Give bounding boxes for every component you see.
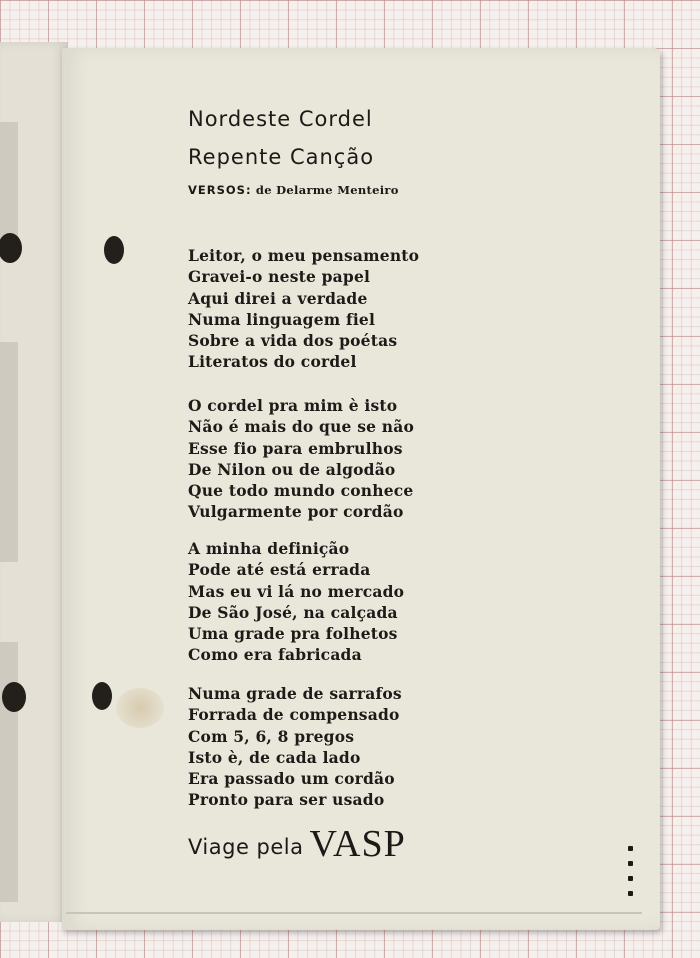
page-edge [66, 912, 642, 914]
verse-line: Literatos do cordel [188, 352, 357, 372]
verse-line: Era passado um cordão [188, 769, 395, 789]
verse-line: Numa grade de sarrafos [188, 684, 402, 703]
verse-line: Pronto para ser usado [188, 790, 385, 810]
verse-line: Esse fio para embrulhos [188, 438, 403, 458]
footer-brand: VASP [309, 823, 406, 865]
byline-label: VERSOS: [188, 183, 252, 197]
byline-author: de Delarme Menteiro [255, 183, 399, 197]
print-shadow [0, 342, 18, 562]
stanza [188, 245, 419, 373]
previous-page-edge [0, 42, 68, 922]
stanza [188, 683, 402, 811]
verse-line: Que todo mundo conhece [188, 481, 414, 501]
verse-line: Pode até está errada [188, 560, 371, 580]
binding-hole [92, 682, 112, 710]
verse-line: Numa linguagem fiel [188, 309, 376, 329]
byline [188, 183, 399, 197]
verse-line: De Nilon ou de algodão [188, 459, 396, 479]
verse-line: Gravei-o neste papel [188, 267, 371, 287]
footer-advertisement [188, 822, 406, 866]
verse-line: Com 5, 6, 8 pregos [188, 726, 355, 746]
verse-line: Não é mais do que se não [188, 417, 415, 437]
verse-line: Uma grade pra folhetos [188, 624, 398, 644]
ink-mark [628, 891, 633, 896]
print-shadow [0, 122, 18, 242]
stanza [188, 538, 404, 666]
verse-line: A minha definição [188, 539, 350, 558]
binding-hole [2, 682, 26, 712]
paper-stain [116, 688, 164, 728]
verse-line: Vulgarmente por cordão [188, 502, 404, 522]
page-edge-marks [628, 846, 634, 916]
verse-line: Leitor, o meu pensamento [188, 246, 420, 265]
verse-line: Sobre a vida dos poétas [188, 331, 398, 351]
ink-mark [628, 846, 633, 851]
ink-mark [628, 861, 633, 866]
verse-line: Forrada de compensado [188, 705, 400, 725]
verse-line: Isto è, de cada lado [188, 747, 361, 767]
verse-line: Como era fabricada [188, 645, 362, 665]
footer-lead: Viage pela [188, 835, 304, 859]
binding-hole [104, 236, 124, 264]
title-line-1: Nordeste Cordel [188, 107, 373, 131]
verse-line: Aqui direi a verdade [188, 288, 368, 308]
verse-line: De São José, na calçada [188, 602, 398, 622]
stanza [188, 395, 414, 523]
ink-mark [628, 876, 633, 881]
verse-line: Mas eu vi lá no mercado [188, 581, 405, 601]
verse-line: O cordel pra mim è isto [188, 396, 398, 415]
print-shadow [0, 642, 18, 902]
title-line-2: Repente Canção [188, 145, 375, 169]
